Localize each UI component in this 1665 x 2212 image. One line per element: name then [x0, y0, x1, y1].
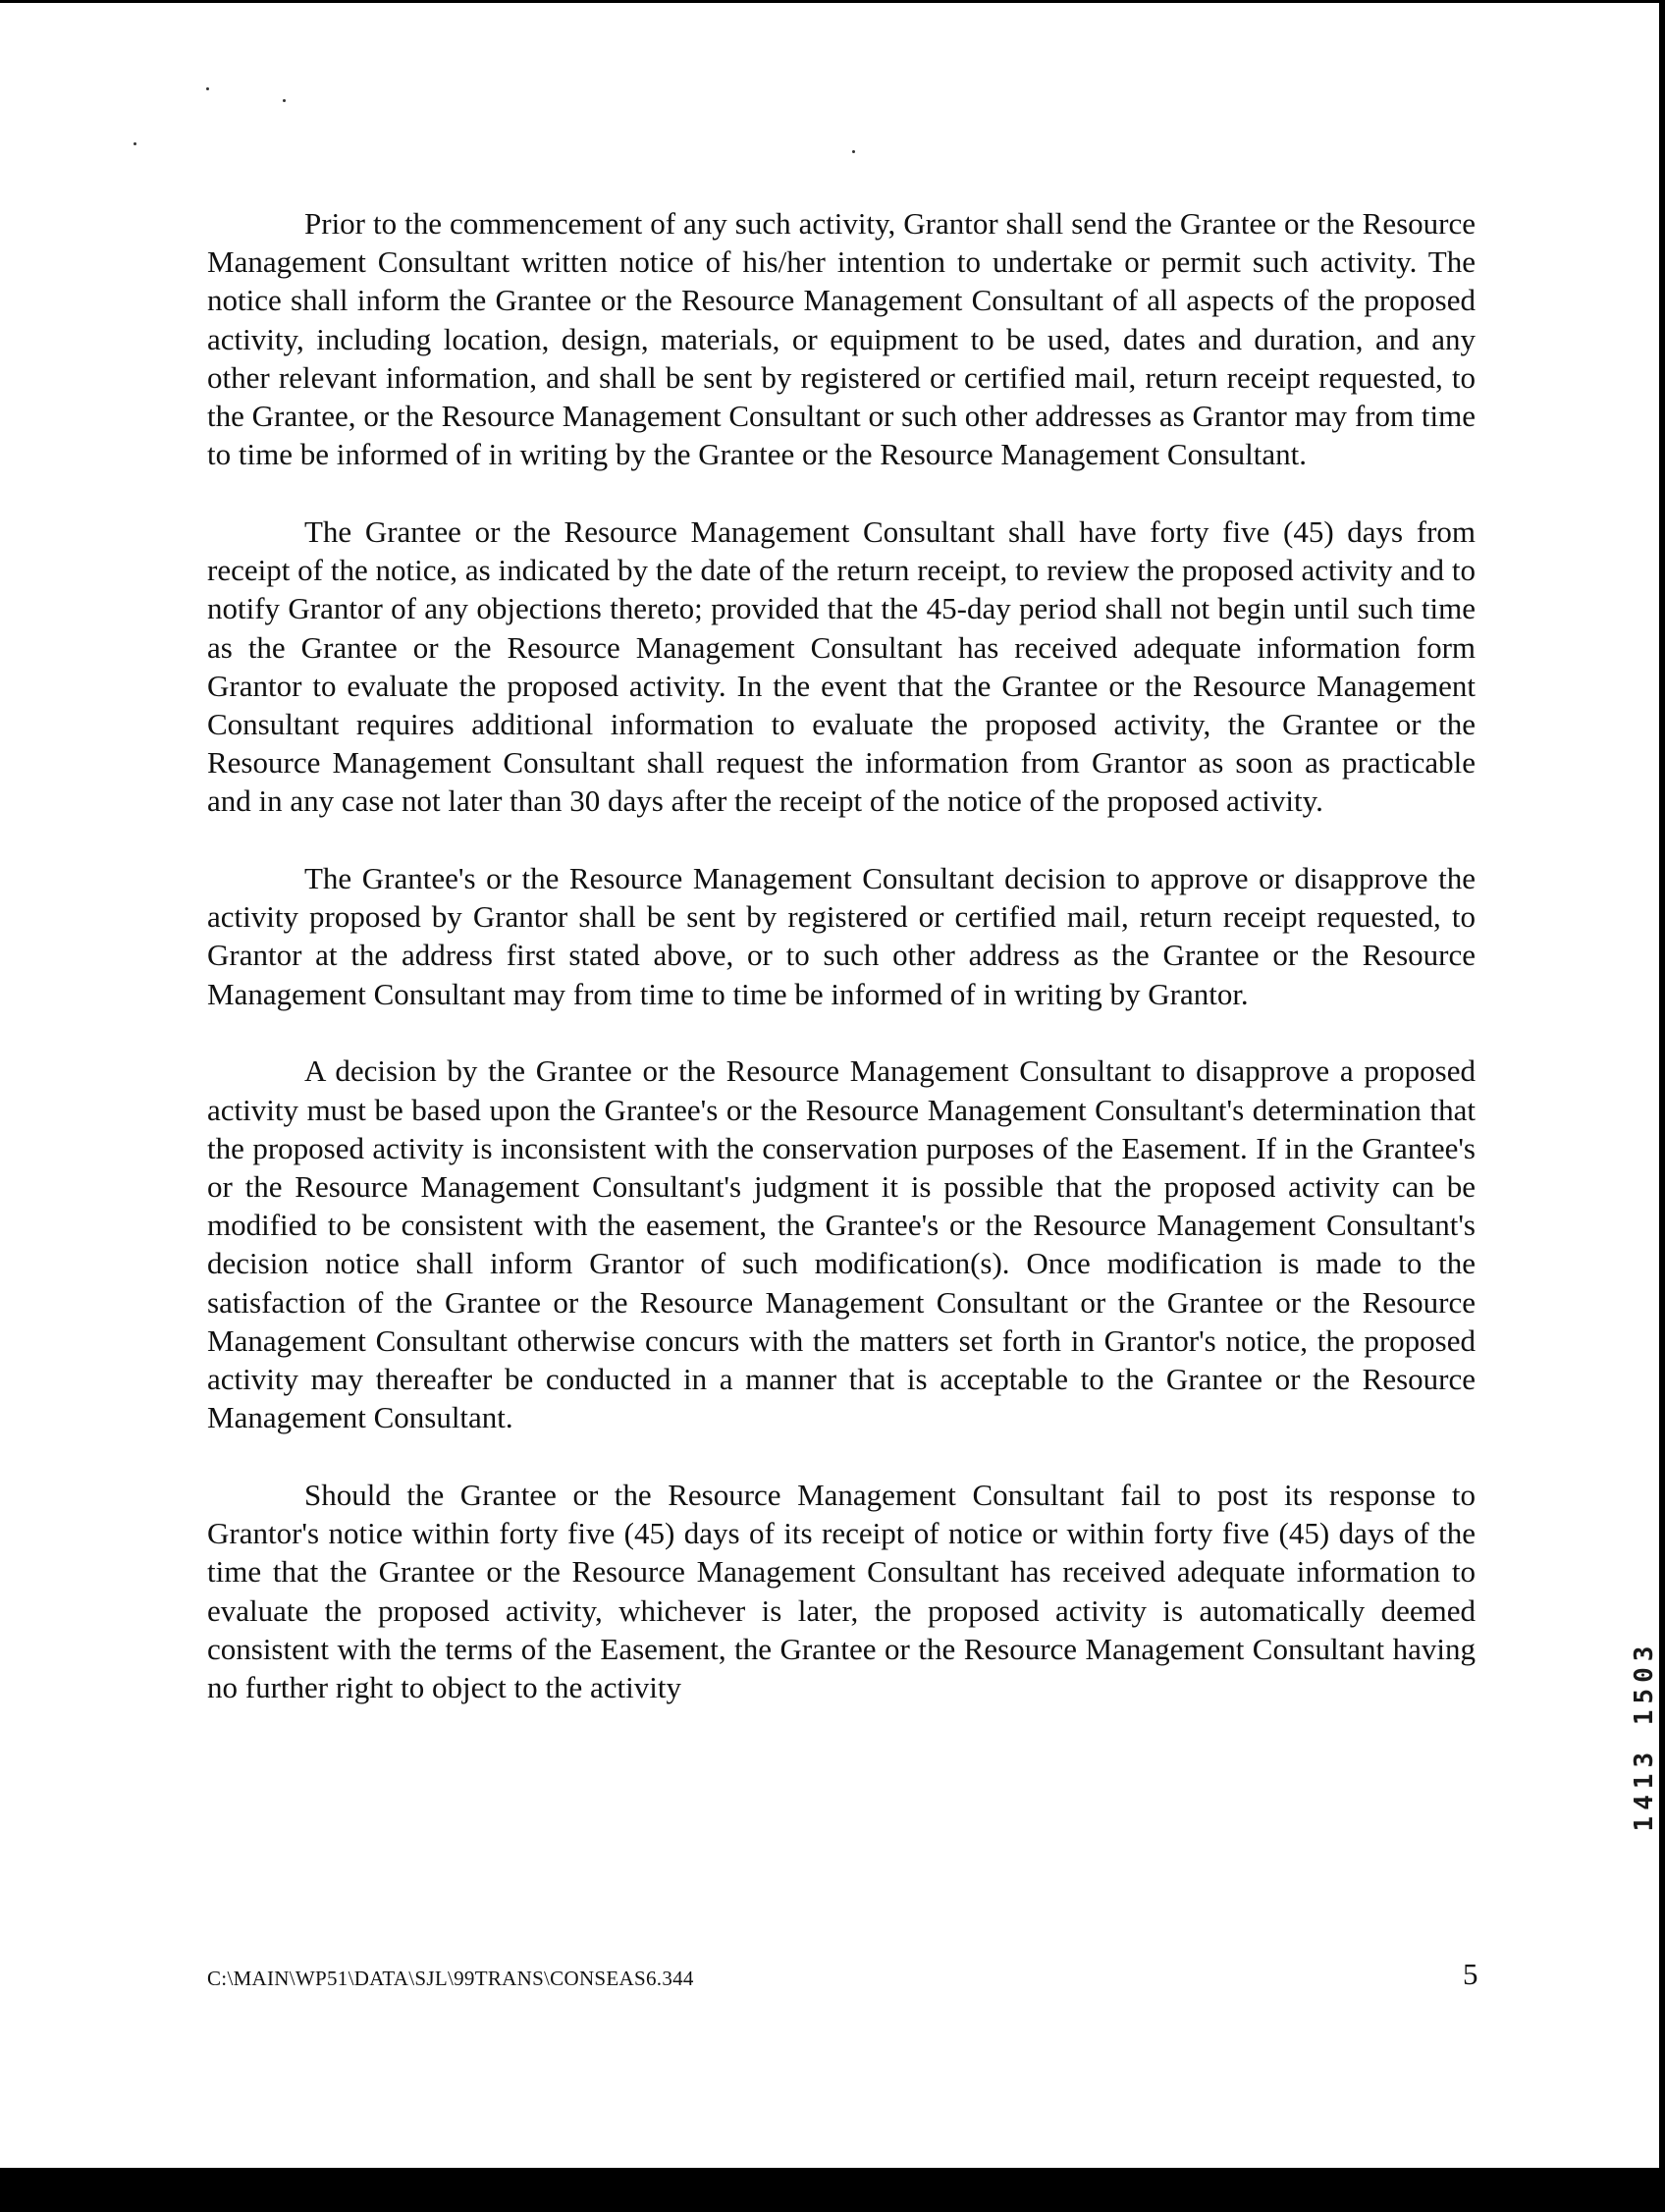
paragraph-decision-delivery: The Grantee's or the Resource Management Consultant decision to approve or disapprove the activity proposed by Grantor shall be sent by registered or certified mail, return receipt requested, to Grantor at the address first stated above, or to such other address as the Grantee or the Resource Management Consultant may from time to time be informed of in writing by Grantor. — [207, 861, 1476, 1011]
paragraph-failure-to-respond: Should the Grantee or the Resource Management Consultant fail to post its response to Grantor's notice within forty five (45) days of its receipt of notice or within forty five (45) days of the time that the Grantee or the Resource Management Consultant has received adequate information to evaluate the proposed activity, whichever is later, the proposed activity is automatically deemed consistent with the terms of the Easement, the Grantee or the Resource Management Consultant having no further right to object to the activity — [207, 1477, 1476, 1704]
side-stamp-text: 1413 1503 — [1630, 1640, 1659, 1832]
scan-speck — [134, 142, 136, 145]
scan-speck — [206, 87, 209, 90]
side-stamp — [1625, 1559, 1659, 1913]
paragraph-disapproval: A decision by the Grantee or the Resource Management Consultant to disapprove a proposed activity must be based upon the Grantee's or the Resource Management Consultant's determination that the proposed activity is inconsistent with the conservation purposes of the Easement. If in the Grantee's or the Resource Management Consultant's judgment it is possible that the proposed activity can be modified to be consistent with the easement, the Grantee's or the Resource Management Consultant's decision notice shall inform Grantor of such modification(s). Once modification is made to the satisfaction of the Grantee or the Resource Management Consultant or the Grantee or the Resource Management Consultant otherwise concurs with the matters set forth in Grantor's notice, the proposed activity may thereafter be conducted in a manner that is acceptable to the Grantee or the Resource Management Consultant. — [207, 1053, 1476, 1435]
paragraph-notice: Prior to the commencement of any such activity, Grantor shall send the Grantee or the Resource Management Consultant written notice of his/her intention to undertake or permit such activity. The notice shall inform the Grantee or the Resource Management Consultant of all aspects of the proposed activity, including location, design, materials, or equipment to be used, dates and duration, and any other relevant information, and shall be sent by registered or certified mail, return receipt requested, to the Grantee, or the Resource Management Consultant or such other addresses as Grantor may from time to time be informed of in writing by the Grantee or the Resource Management Consultant. — [207, 206, 1476, 472]
scan-speck — [283, 99, 286, 102]
footer-file-path: C:\MAIN\WP51\DATA\SJL\99TRANS\CONSEAS6.344 — [207, 1967, 694, 1990]
scan-speck — [852, 150, 855, 153]
page-number: 5 — [1463, 1957, 1478, 1991]
document-body — [207, 204, 1476, 1706]
paragraph-review-period: The Grantee or the Resource Management Consultant shall have forty five (45) days from receipt of the notice, as indicated by the date of the return receipt, to review the proposed activity and to notify Grantor of any objections thereto; provided that the 45-day period shall not begin until such time as the Grantee or the Resource Management Consultant has received adequate information form Grantor to evaluate the proposed activity. In the event that the Grantee or the Resource Management Consultant requires additional information to evaluate the proposed activity, the Grantee or the Resource Management Consultant shall request the information from Grantor as soon as practicable and in any case not later than 30 days after the receipt of the notice of the proposed activity. — [207, 513, 1476, 819]
